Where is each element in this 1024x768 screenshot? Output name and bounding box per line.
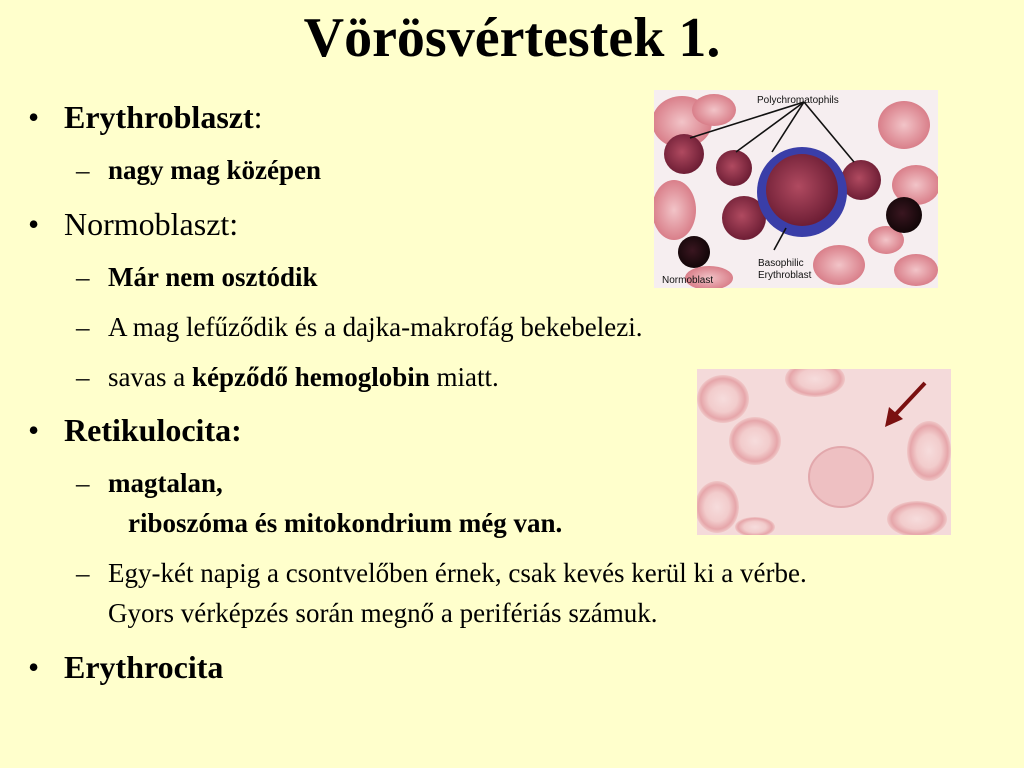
normoblast-cell — [886, 197, 922, 233]
bullet-dot: • — [28, 206, 40, 242]
label-erythroblast: Erythroblast — [758, 270, 812, 281]
bullet-dot: • — [28, 412, 40, 448]
erythroblast-micrograph — [654, 90, 938, 288]
subbullet-text: Már nem osztódik — [108, 262, 318, 292]
bullet-dot: • — [28, 649, 40, 685]
red-cell — [878, 101, 930, 149]
polychromatophil-cell — [716, 150, 752, 186]
red-cell — [654, 180, 696, 240]
subbullet-text-continuation: Gyors vérképzés során megnő a perifériás számuk. — [108, 598, 658, 628]
polychromatophil-cell — [664, 134, 704, 174]
subbullet-text: nagy mag középen — [108, 155, 322, 185]
label-basophilic: Basophilic — [758, 258, 804, 269]
erythroblaszt-label: Erythroblaszt — [64, 99, 254, 135]
dash: – — [76, 558, 90, 588]
bullet-dot: • — [28, 99, 40, 135]
dash: – — [76, 468, 90, 498]
red-cell — [692, 94, 736, 126]
savas-post: miatt. — [429, 362, 499, 392]
normoblast-cell — [678, 236, 710, 268]
subbullet-text: A mag lefűződik és a dajka-makrofág bekebelezi. — [108, 312, 643, 342]
subbullet-text-continuation: riboszóma és mitokondrium még van. — [128, 508, 563, 538]
dash: – — [76, 362, 90, 392]
reticulocyte-cell — [809, 447, 873, 507]
label-polychromatophils: Polychromatophils — [757, 95, 839, 106]
savas-pre: savas a — [108, 362, 192, 392]
red-cell — [697, 481, 739, 533]
reticulocyte-micrograph — [697, 369, 951, 535]
subbullet-text: magtalan, — [108, 468, 223, 498]
red-cell — [894, 254, 938, 286]
basophilic-erythroblast-nucleus — [766, 154, 838, 226]
dash: – — [76, 155, 90, 185]
red-cell — [729, 417, 781, 465]
dash: – — [76, 312, 90, 342]
slide-title: Vörösvértestek 1. — [303, 7, 721, 69]
red-cell — [697, 375, 749, 423]
erythroblast-micrograph-drawing — [654, 90, 938, 288]
retikulocita-label: Retikulocita: — [64, 412, 242, 448]
erythroblaszt-colon: : — [253, 99, 263, 135]
erythrocita-label: Erythrocita — [64, 649, 224, 685]
subbullet-text: Egy-két napig a csontvelőben érnek, csak kevés kerül ki a vérbe. — [108, 558, 807, 588]
savas-bold: képződő hemoglobin — [191, 362, 430, 392]
dash: – — [76, 262, 90, 292]
label-normoblast: Normoblast — [662, 275, 714, 286]
normoblaszt-colon: : — [229, 206, 239, 242]
polychromatophil-cell — [841, 160, 881, 200]
red-cell — [907, 421, 951, 481]
red-cell — [813, 245, 865, 285]
normoblaszt-label: Normoblaszt — [64, 206, 230, 242]
reticulocyte-micrograph-drawing — [697, 369, 951, 535]
